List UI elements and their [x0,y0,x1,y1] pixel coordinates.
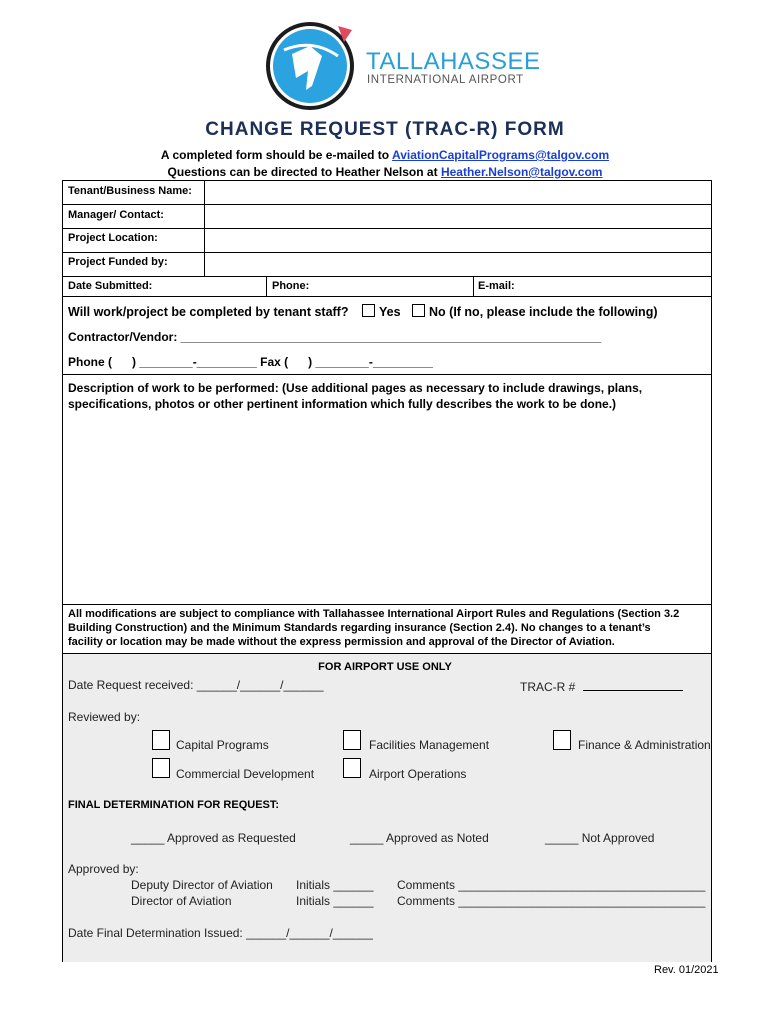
phone-divider [266,276,267,296]
location-input[interactable] [206,230,710,251]
section-divider [62,374,712,375]
capital-programs-email-link[interactable]: AviationCapitalPrograms@talgov.com [392,148,610,162]
finance-checkbox[interactable] [553,730,571,750]
facilities-label: Facilities Management [369,738,490,752]
date-final-field[interactable]: Date Final Determination Issued: ______/______/______ [68,926,373,940]
approved-by-label: Approved by: [68,862,139,876]
tracr-number-line [583,678,683,691]
page-title: CHANGE REQUEST (TRAC-R) FORM [205,119,565,140]
tracr-label: TRAC-R # [520,680,576,694]
manager-label: Manager/ Contact: [68,209,164,221]
email-label: E-mail: [478,280,515,292]
deputy-director-label: Deputy Director of Aviation [131,878,273,892]
phone-label: Phone: [272,280,310,292]
section-divider [62,604,712,605]
instruction-text-2: Questions can be directed to Heather Nelson at [167,165,441,179]
description-label-1: Description of work to be performed: (Use additional pages as necessary to include drawings, plans, [68,381,643,395]
no-label: No (If no, please include the following) [429,305,658,319]
capital-programs-checkbox[interactable] [152,730,170,750]
instruction-text-1: A completed form should be e-mailed to [160,148,393,162]
operations-checkbox[interactable] [343,758,361,778]
row-divider [62,228,712,229]
compliance-text-2: Building Construction) and the Minimum Standards regarding insurance (Section 2.4). No changes to a tenant’s [68,622,651,634]
approved-requested-option[interactable]: _____ Approved as Requested [131,831,296,845]
deputy-initials-field[interactable]: Initials ______ [296,878,374,892]
tenant-staff-question-text: Will work/project be completed by tenant staff? [68,305,349,319]
location-label: Project Location: [68,232,158,244]
logo-name: TALLAHASSEE [366,48,541,75]
tracr-number-field[interactable] [520,678,683,694]
heather-nelson-email-link[interactable]: Heather.Nelson@talgov.com [440,165,603,179]
approved-noted-option[interactable]: _____ Approved as Noted [350,831,489,845]
description-label-2: specifications, photos or other pertinent information which fully describes the work to be done.) [68,397,617,411]
airport-logo [262,16,541,112]
date-submitted-label: Date Submitted: [68,280,153,292]
row-divider [62,296,712,297]
director-initials-field[interactable]: Initials ______ [296,894,374,908]
phone-fax-field[interactable]: Phone ( ) ________-_________ Fax ( ) ________-_________ [68,355,433,369]
funded-label: Project Funded by: [68,256,168,268]
date-received-field[interactable]: Date Request received: ______/______/______ [68,678,324,692]
yes-label: Yes [378,305,401,319]
tenant-label: Tenant/Business Name: [68,185,192,197]
revision-label: Rev. 01/2021 [654,964,719,976]
yes-checkbox[interactable] [362,304,375,317]
capital-programs-label: Capital Programs [176,738,269,752]
reviewed-by-label: Reviewed by: [68,710,141,724]
logo-subname: INTERNATIONAL AIRPORT [367,74,524,86]
tenant-staff-question [68,304,658,319]
row-divider [62,252,712,253]
tenant-input[interactable] [206,182,710,203]
manager-input[interactable] [206,206,710,227]
commercial-checkbox[interactable] [152,758,170,778]
instruction-line-1 [0,148,770,162]
compliance-text-3: facility or location may be made without the express permission and approval of the Director of Aviation. [68,636,615,648]
final-determination-heading: FINAL DETERMINATION FOR REQUEST: [68,799,280,811]
director-label: Director of Aviation [131,894,232,908]
commercial-label: Commercial Development [176,767,315,781]
airport-logo-icon [262,16,358,112]
row-divider [62,276,712,277]
instruction-line-2 [0,165,770,179]
airport-use-heading: FOR AIRPORT USE ONLY [318,661,452,673]
deputy-comments-field[interactable]: Comments _____________________________________ [397,878,706,892]
description-textarea[interactable] [64,414,710,602]
facilities-checkbox[interactable] [343,730,361,750]
no-checkbox[interactable] [412,304,425,317]
operations-label: Airport Operations [369,767,467,781]
funded-input[interactable] [206,254,710,275]
contractor-field[interactable]: Contractor/Vendor: _______________________________________________________________ [68,330,602,344]
row-divider [62,204,712,205]
email-divider [473,276,474,296]
finance-label: Finance & Administration [578,738,711,752]
director-comments-field[interactable]: Comments _____________________________________ [397,894,706,908]
not-approved-option[interactable]: _____ Not Approved [545,831,655,845]
compliance-text-1: All modifications are subject to compliance with Tallahassee International Airport Rules and Regulations (Section 3.2 [68,608,680,620]
